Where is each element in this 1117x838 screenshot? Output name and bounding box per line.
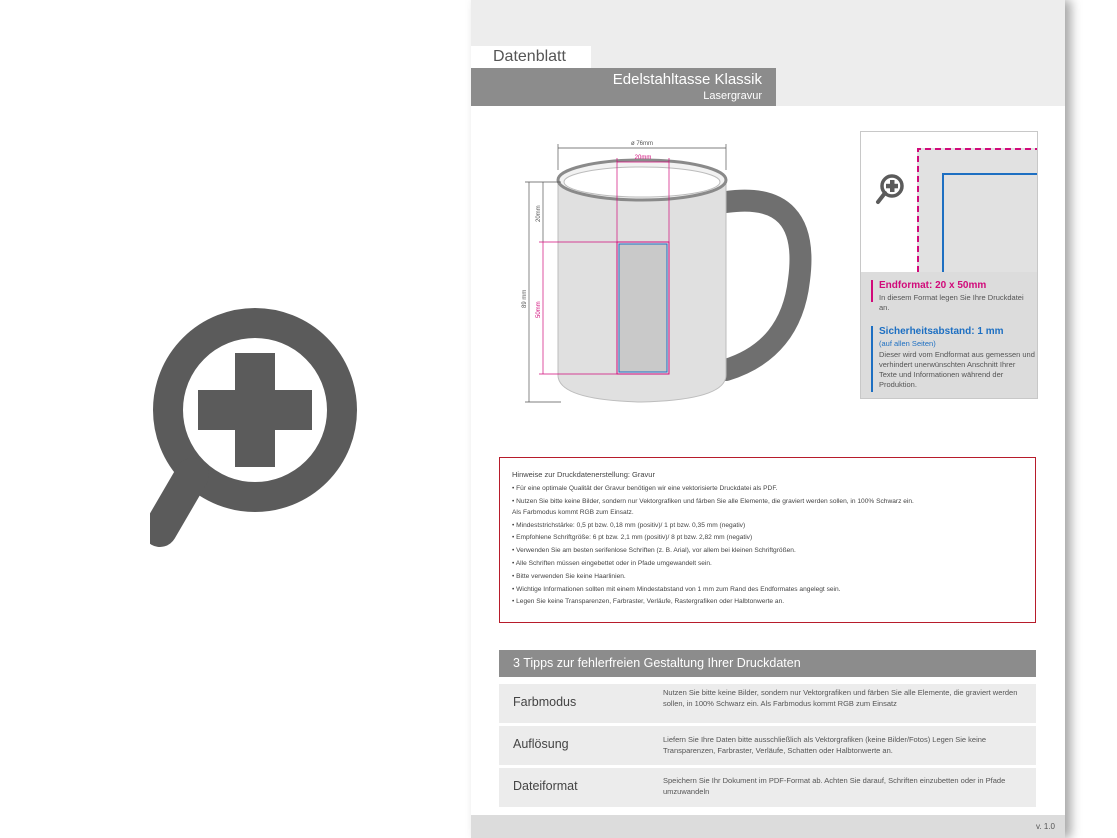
- tips-header: 3 Tipps zur fehlerfreien Gestaltung Ihrer Druckdaten: [499, 650, 1036, 677]
- zoom-in-icon[interactable]: [875, 172, 907, 208]
- datasheet-page: [471, 0, 1065, 838]
- height-print-label: 50mm: [536, 301, 542, 318]
- width-label: 20mm: [634, 155, 652, 161]
- title-bar: [471, 68, 776, 106]
- format-info-box: [860, 131, 1038, 399]
- tip-row-aufloesung: [499, 726, 1036, 765]
- hint-item: • Bitte verwenden Sie keine Haarlinien.: [512, 572, 626, 580]
- hint-item: • Legen Sie keine Transparenzen, Farbraster, Verläufe, Rastergrafiken oder Halbtonwerte an.: [512, 598, 785, 606]
- footer-band: [471, 815, 1065, 838]
- tip-text: Liefern Sie Ihre Daten bitte ausschließlich als Vektorgrafiken (keine Bilder/Fotos) Legen Sie keine Transparenzen, Farbraster, Verläufe, Schatten oder Halbtonwerte an.: [663, 735, 987, 755]
- tip-row-dateiformat: [499, 768, 1036, 807]
- zoom-in-icon[interactable]: [150, 305, 380, 575]
- hint-item: • Nutzen Sie bitte keine Bilder, sondern nur Vektorgrafiken und färben Sie alle Elemente, die graviert werden sollen, in 100% Schwarz ein.: [512, 497, 914, 505]
- hint-item: • Wichtige Informationen sollten mit einem Mindestabstand von 1 mm zum Rand des Endformates angelegt sein.: [512, 585, 841, 593]
- hint-item: Als Farbmodus kommt RGB zum Einsatz.: [512, 508, 634, 516]
- safety-subtitle: (auf allen Seiten): [879, 339, 936, 348]
- tip-text: Speichern Sie Ihr Dokument im PDF-Format ab. Achten Sie darauf, Schriften einzubetten oder in Pfade umzuwandeln: [663, 776, 1006, 796]
- format-corner: [917, 148, 1037, 272]
- tip-label: Farbmodus: [513, 695, 577, 709]
- mug-drawing: [521, 130, 821, 420]
- endformat-marker: [871, 280, 873, 302]
- hint-item: • Mindeststrichstärke: 0,5 pt bzw. 0,18 mm (positiv)/ 1 pt bzw. 0,35 mm (negativ): [512, 521, 746, 529]
- tip-text: Nutzen Sie bitte keine Bilder, sondern nur Vektorgrafiken und färben Sie alle Elemente, die graviert werden sollen, in 100% Schwarz ein. Als Farbmodus kommt RGB zum Einsatz: [663, 688, 1018, 708]
- top-label: 20mm: [536, 205, 542, 222]
- tip-label: Dateiformat: [513, 779, 578, 793]
- endformat-text: In diesem Format legen Sie Ihre Druckdatei an.: [879, 293, 1024, 312]
- print-hints-box: [499, 457, 1036, 623]
- datenblatt-tab: Datenblatt: [471, 46, 591, 68]
- product-title: Edelstahltasse Klassik: [612, 71, 762, 88]
- safety-marker: [871, 326, 873, 392]
- tip-label: Auflösung: [513, 737, 569, 751]
- format-preview: [861, 132, 1037, 272]
- tip-row-farbmodus: [499, 684, 1036, 723]
- safety-title: Sicherheitsabstand: 1 mm: [879, 326, 1004, 337]
- format-corner-lines: [917, 148, 1037, 272]
- hint-item: • Verwenden Sie am besten serifenlose Schriften (z. B. Arial), vor allem bei kleinen Schriftgrößen.: [512, 547, 796, 555]
- diameter-label: ø 76mm: [630, 141, 654, 147]
- safety-text: Dieser wird vom Endformat aus gemessen und verhindert unerwünschten Anschnitt Ihrer Texte und Informationen während der Produktion.: [879, 350, 1035, 389]
- hints-title: Hinweise zur Druckdatenerstellung: Gravur: [512, 470, 655, 479]
- hint-item: • Für eine optimale Qualität der Gravur benötigen wir eine vektorisierte Druckdatei als PDF.: [512, 485, 778, 492]
- endformat-title: Endformat: 20 x 50mm: [879, 280, 987, 291]
- version-label: v. 1.0: [1036, 822, 1055, 831]
- hint-item: • Alle Schriften müssen eingebettet oder in Pfade umgewandelt sein.: [512, 559, 712, 567]
- height-total-label: 89 mm: [522, 289, 528, 308]
- hint-item: • Empfohlene Schriftgröße: 6 pt bzw. 2,1 mm (positiv)/ 8 pt bzw. 2,82 mm (negativ): [512, 534, 753, 542]
- product-subtitle: Lasergravur: [703, 90, 762, 102]
